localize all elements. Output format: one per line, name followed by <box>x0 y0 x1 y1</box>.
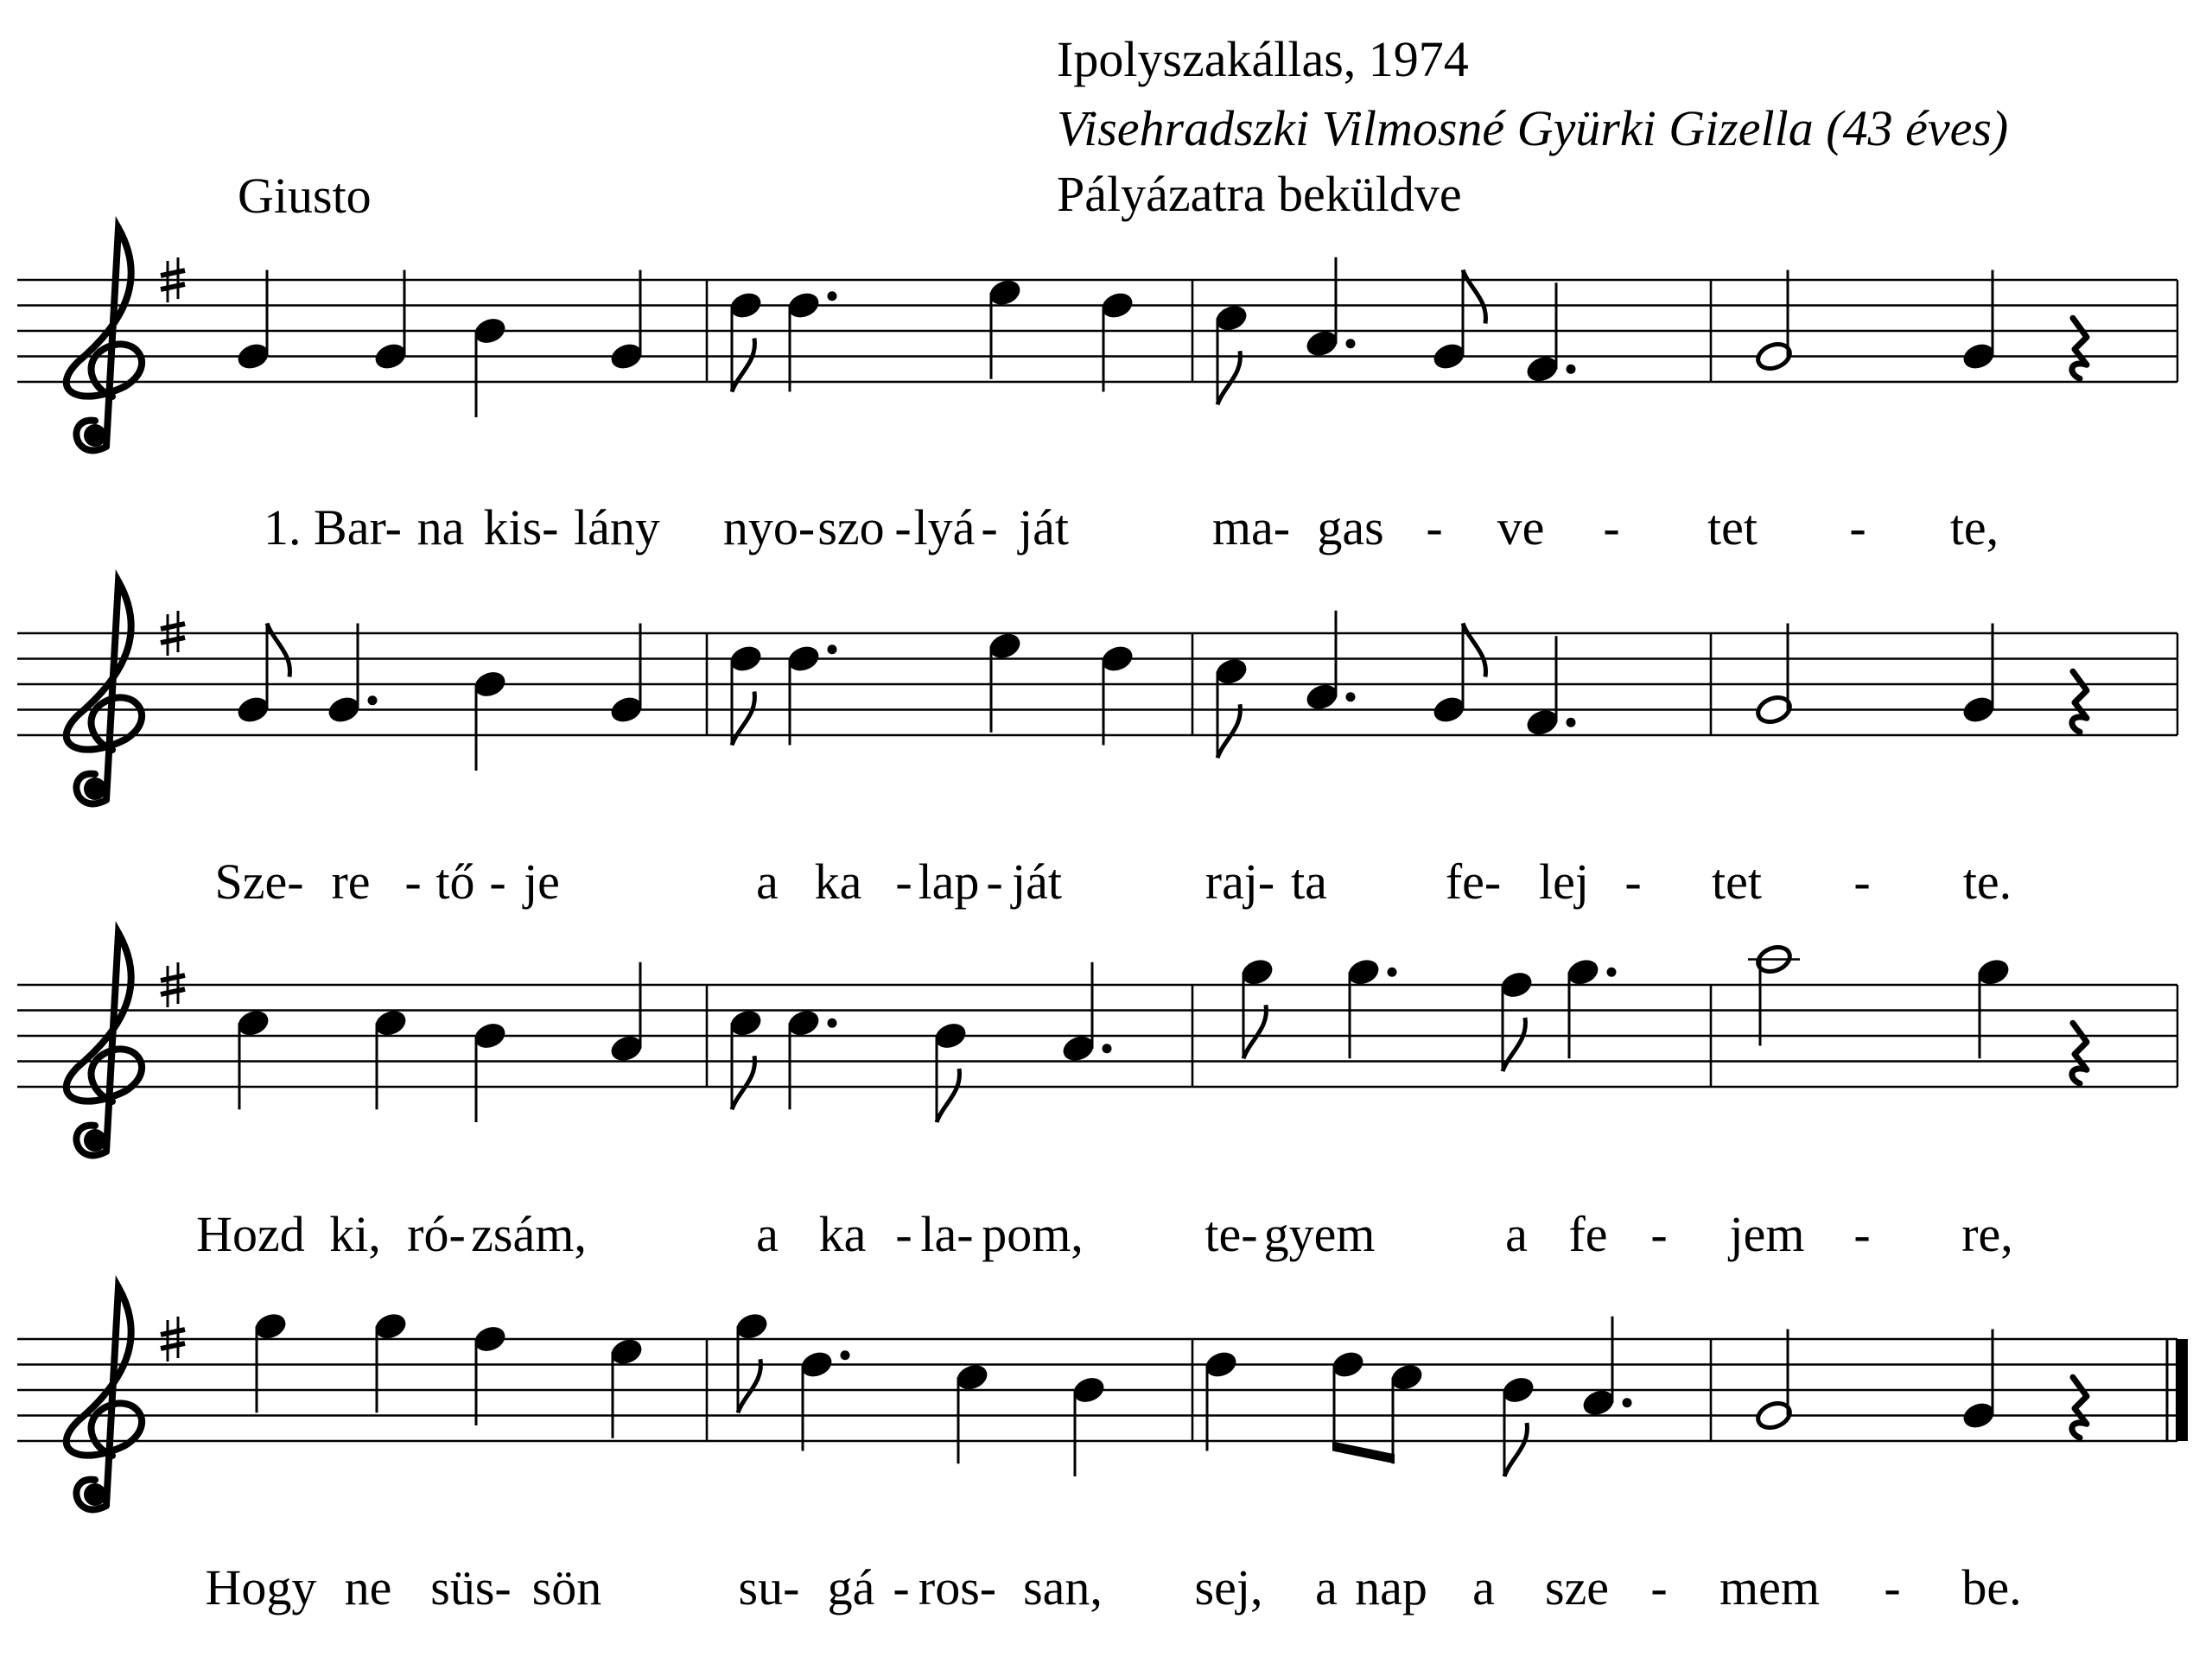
note <box>235 1007 271 1109</box>
performer: Visehradszki Vilmosné Gyürki Gizella (43 éves) <box>1057 100 2009 156</box>
augmentation-dot <box>841 1350 850 1360</box>
treble-clef-dot <box>84 424 106 447</box>
treble-clef <box>67 1287 142 1509</box>
lyric-syllable: 1. Bar- <box>264 499 402 555</box>
lyric-syllable: szo <box>817 499 885 555</box>
note <box>472 315 508 417</box>
note <box>1500 1374 1536 1476</box>
lyric-syllable: na <box>416 499 465 555</box>
lyric-syllable: - <box>1650 1206 1668 1262</box>
lyric-syllable: ró- <box>407 1206 466 1262</box>
lyric-syllable: ját <box>1019 499 1069 555</box>
lyric-syllable: tet <box>1712 854 1762 910</box>
lyric-syllable: - <box>404 854 422 910</box>
place-date: Ipolyszakállas, 1974 <box>1057 31 1469 87</box>
eighth-flag <box>1243 1005 1266 1058</box>
staff-system <box>17 1287 2188 1615</box>
lyric-syllable: Sze- <box>214 854 304 910</box>
lyric-syllable: - <box>895 854 912 910</box>
note <box>1304 257 1355 359</box>
eighth-flag <box>1503 1018 1525 1071</box>
note <box>987 277 1023 379</box>
submission-note: Pályázatra beküldve <box>1057 166 1462 222</box>
treble-clef <box>67 228 142 450</box>
lyric-syllable: be. <box>1961 1559 2022 1615</box>
lyric-syllable: - <box>981 499 998 555</box>
lyric-syllable: gas <box>1317 499 1384 555</box>
lyric-syllable: mem <box>1719 1559 1820 1615</box>
lyric-syllable: nap <box>1355 1559 1427 1615</box>
note <box>235 270 271 372</box>
note <box>1961 624 1997 726</box>
lyric-syllable: a <box>1505 1206 1528 1262</box>
augmentation-dot <box>1567 718 1576 727</box>
note <box>1755 1330 1794 1432</box>
lyric-syllable: la- <box>920 1206 974 1262</box>
note <box>728 1007 764 1109</box>
augmentation-dot <box>1388 968 1397 977</box>
treble-clef <box>67 933 142 1155</box>
lyric-syllable: süs- <box>430 1559 512 1615</box>
lyric-syllable: su- <box>738 1559 800 1615</box>
lyric-syllable: - <box>1853 854 1871 910</box>
lyric-syllable: ka <box>818 1206 867 1262</box>
note <box>1961 1330 1997 1431</box>
lyric-syllable: fe <box>1568 1206 1608 1262</box>
note <box>1304 611 1355 713</box>
note <box>954 1362 990 1463</box>
lyric-syllable: a <box>756 1206 779 1262</box>
beam <box>1332 1442 1395 1464</box>
lyric-syllable: tő <box>435 854 475 910</box>
treble-clef <box>67 581 142 803</box>
lyric-syllable: fe- <box>1445 854 1502 910</box>
note <box>734 1311 770 1412</box>
treble-clef-dot <box>84 1129 106 1152</box>
eighth-flag <box>1217 704 1240 758</box>
lyric-syllable: ve <box>1497 499 1545 555</box>
lyric-syllable: je <box>524 854 560 910</box>
lyric-syllable: nyo- <box>722 499 816 555</box>
note <box>1748 943 1800 1045</box>
lyric-syllable: ka <box>814 854 862 910</box>
note <box>1203 1349 1239 1450</box>
lyric-syllable: ros- <box>918 1559 997 1615</box>
lyric-syllable: tet <box>1707 499 1758 555</box>
note <box>1099 643 1135 745</box>
lyric-syllable: gá <box>827 1559 875 1615</box>
lyric-syllable: sön <box>531 1559 602 1615</box>
lyric-syllable: Hozd <box>196 1206 305 1262</box>
eighth-flag <box>738 1359 760 1412</box>
lyric-syllable: - <box>894 499 912 555</box>
note <box>932 1020 969 1122</box>
note <box>1213 656 1249 758</box>
lyric-syllable: - <box>1849 499 1866 555</box>
augmentation-dot <box>1346 339 1356 348</box>
treble-clef-dot <box>84 1483 106 1506</box>
augmentation-dot <box>1103 1044 1112 1053</box>
note <box>372 1007 409 1109</box>
note <box>1345 956 1396 1058</box>
quarter-rest <box>2072 1377 2087 1438</box>
lyric-syllable: - <box>1884 1559 1901 1615</box>
note <box>1524 636 1575 738</box>
staff-lines <box>17 280 2177 382</box>
staff-system <box>17 228 2177 555</box>
quarter-rest <box>2072 671 2087 732</box>
lyric-syllable: sze <box>1544 1559 1610 1615</box>
eighth-flag <box>267 624 289 677</box>
note <box>728 289 764 391</box>
lyric-syllable: - <box>489 854 506 910</box>
lyric-syllable: lap <box>918 854 980 910</box>
lyric-syllable: re, <box>1961 1206 2013 1262</box>
note <box>1330 1349 1366 1450</box>
eighth-flag <box>1504 1423 1527 1476</box>
note <box>1071 1374 1107 1476</box>
lyrics-line <box>214 854 2012 910</box>
lyric-syllable: te- <box>1205 1206 1258 1262</box>
lyric-syllable: jem <box>1729 1206 1805 1262</box>
note <box>1060 962 1111 1064</box>
lyric-syllable: Hogy <box>205 1559 317 1615</box>
lyric-syllable: a <box>756 854 779 910</box>
note <box>608 962 645 1064</box>
lyric-syllable: sej, <box>1194 1559 1263 1615</box>
augmentation-dot <box>828 1019 837 1028</box>
lyric-syllable: ma- <box>1211 499 1291 555</box>
lyric-syllable: zsám, <box>471 1206 587 1262</box>
lyric-syllable: lej <box>1539 854 1589 910</box>
note <box>728 643 764 745</box>
lyric-syllable: pom, <box>982 1206 1084 1262</box>
note <box>1565 956 1616 1058</box>
note <box>608 270 645 372</box>
note <box>608 624 645 726</box>
note <box>785 1007 836 1109</box>
lyric-syllable: - <box>895 1206 912 1262</box>
treble-clef-dot <box>84 778 106 800</box>
note <box>372 1311 409 1412</box>
lyric-syllable: - <box>1650 1559 1668 1615</box>
staff-lines <box>17 985 2177 1087</box>
note <box>987 631 1023 733</box>
lyric-syllable: - <box>986 854 1003 910</box>
lyric-syllable: ta <box>1291 854 1327 910</box>
lyric-syllable: te, <box>1949 499 1999 555</box>
lyric-syllable: - <box>1603 499 1620 555</box>
lyric-syllable: lyá <box>913 499 976 555</box>
lyric-syllable: - <box>893 1559 910 1615</box>
lyric-syllable: te. <box>1962 854 2012 910</box>
lyric-syllable: kis- <box>483 499 559 555</box>
staff-system <box>17 581 2177 910</box>
eighth-flag <box>732 1056 754 1109</box>
note <box>608 1336 645 1438</box>
augmentation-dot <box>1567 365 1576 374</box>
augmentation-dot <box>368 695 378 705</box>
lyric-syllable: - <box>1853 1206 1871 1262</box>
lyric-syllable: raj- <box>1205 854 1275 910</box>
eighth-flag <box>1217 351 1240 404</box>
note <box>1213 302 1249 404</box>
quarter-rest <box>2072 318 2087 378</box>
staff-system <box>17 933 2177 1262</box>
lyric-syllable: ne <box>344 1559 392 1615</box>
lyric-syllable: ját <box>1012 854 1062 910</box>
note <box>1498 969 1535 1071</box>
quarter-rest <box>2072 1023 2087 1083</box>
note <box>1755 624 1794 727</box>
eighth-flag <box>1463 624 1485 677</box>
lyric-syllable: - <box>1426 499 1443 555</box>
note <box>472 1020 508 1122</box>
note <box>252 1311 289 1412</box>
note <box>1099 289 1135 391</box>
augmentation-dot <box>828 644 837 654</box>
eighth-flag <box>1463 270 1485 324</box>
lyrics-line <box>264 499 1999 555</box>
augmentation-dot <box>1623 1398 1632 1407</box>
eighth-flag <box>732 339 754 392</box>
note <box>1580 1317 1631 1419</box>
note <box>472 1323 508 1425</box>
lyric-syllable: gyem <box>1263 1206 1376 1262</box>
note <box>1524 282 1575 384</box>
eighth-flag <box>732 692 754 746</box>
lyric-syllable: a <box>1472 1559 1495 1615</box>
note <box>472 669 508 771</box>
lyric-syllable: ki, <box>329 1206 381 1262</box>
lyric-syllable: lány <box>574 499 660 555</box>
note <box>1961 270 1997 372</box>
lyric-syllable: - <box>1624 854 1642 910</box>
note <box>1239 956 1275 1058</box>
note <box>1975 956 2012 1058</box>
augmentation-dot <box>828 291 837 301</box>
lyric-syllable: a <box>1315 1559 1338 1615</box>
note <box>1389 1362 1425 1463</box>
lyric-syllable: san, <box>1023 1559 1103 1615</box>
augmentation-dot <box>1346 692 1356 701</box>
lyrics-line <box>196 1206 2013 1262</box>
note <box>1755 270 1794 373</box>
tempo-marking: Giusto <box>238 168 372 224</box>
eighth-flag <box>937 1069 959 1122</box>
lyric-syllable: re <box>331 854 371 910</box>
lyrics-line <box>206 1559 2022 1615</box>
note <box>372 270 409 372</box>
augmentation-dot <box>1607 968 1617 977</box>
final-barline-thick <box>2176 1339 2188 1441</box>
